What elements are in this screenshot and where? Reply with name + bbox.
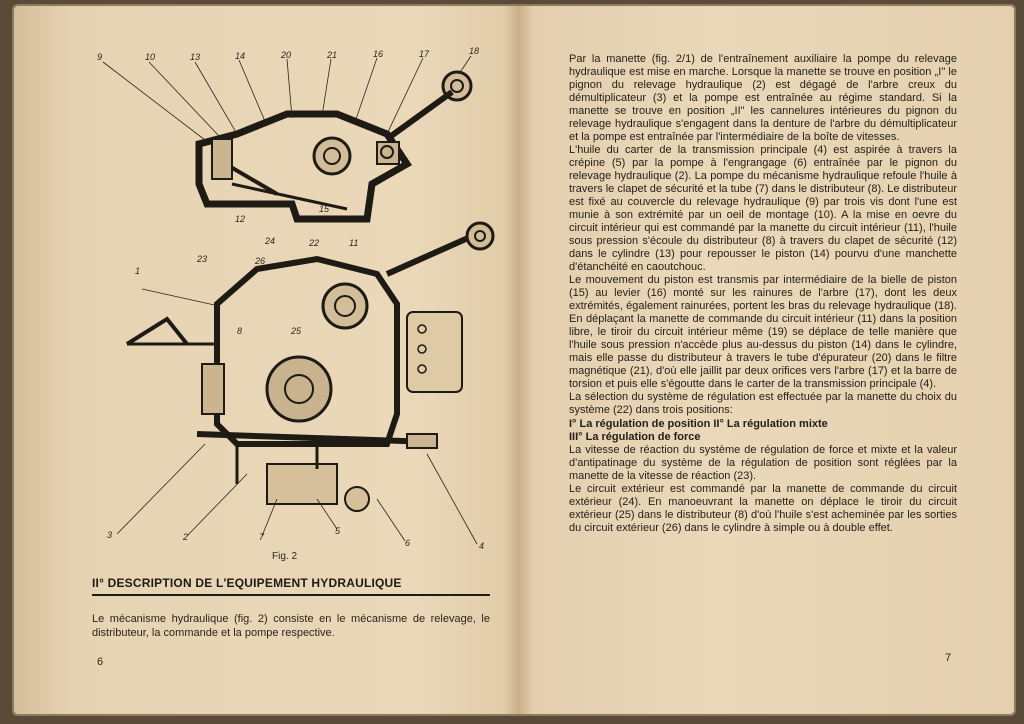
callout-8: 8 xyxy=(237,326,243,336)
page-number-right: 7 xyxy=(945,652,952,664)
page-number-left: 6 xyxy=(97,656,104,668)
callout-7: 7 xyxy=(259,532,265,542)
book-spread xyxy=(12,4,1016,716)
paragraph: Le mouvement du piston est transmis par intermédiaire de la bielle de piston (15) au levier (16) monté sur les rainures de l'arbre (17), dont les deux extrémités, également rainurées, portent les bras du relevage hydraulique (18). En déplaçant la manette de commande du circuit intérieur (11) dans la position libre, le tiroir du circuit intérieur même (19) se déplace de telle manière que l'huile sous pression n'accède plus au-dessus du piston (14) dans le cylindre, mais elle passe du distributeur à travers le tube d'épurateur (20) dans le filtre magnétique (21), d'où elle jaillit par deux orifices vers l'arbre (17) et la barre de torsion et puis elle s'égoutte dans le carter de la transmission principale (4). xyxy=(569,274,957,390)
mode-line: I° La régulation de position II° La régulation mixte xyxy=(569,418,828,430)
hydraulic-drawing xyxy=(87,44,507,554)
callout-1: 1 xyxy=(135,266,141,276)
callout-13: 13 xyxy=(190,52,201,62)
callout-4: 4 xyxy=(479,541,485,551)
paragraph: Le circuit extérieur est commandé par la manette de commande du circuit extérieur (24). En manoeuvrant la manette on déplace le tiroir du circuit extérieur (25) dans le distributeur (8) d'où l'huile s'est acheminée par les sorties du circuit extérieur (26) dans le cylindre à simple ou à double effet. xyxy=(569,483,957,534)
paragraph: L'huile du carter de la transmission principale (4) est aspirée à travers la crépine (5) par la pompe à l'engrangage (6) entraînée par le pignon du relevage hydraulique (2). La pompe du mécanisme hydraulique refoule l'huile à travers le clapet de sécurité et la tube (7) dans le distributeur (8). Le distributeur est fixé au couvercle du relevage hydraulique (9) par trois vis dont l'une est munie à son extrémité par un oeil de montage (10). A la mise en oevre du circuit intérieur qui est commandé par la manette du circuit intérieur (11), l'huile sous pression s'écoule du distributeur (8) à travers du clapet de sécurité (12) dans le cylindre (13) pour repousser le piston (14) pourvu d'une manchette d'étanchéité en caoutchouc. xyxy=(569,144,957,273)
callout-2: 2 xyxy=(183,532,189,542)
callout-22: 22 xyxy=(309,238,320,248)
callout-17: 17 xyxy=(419,49,430,59)
paragraph: La sélection du système de régulation est effectuée par la manette du choix du système (22) dans trois positions: xyxy=(569,391,957,416)
callout-10: 10 xyxy=(145,52,156,62)
callout-12: 12 xyxy=(235,214,246,224)
regulation-modes xyxy=(569,418,957,444)
callout-26: 26 xyxy=(255,256,266,266)
callout-21: 21 xyxy=(327,50,338,60)
callout-16: 16 xyxy=(373,49,384,59)
mode-line: III° La régulation de force xyxy=(569,431,701,443)
callout-20: 20 xyxy=(281,50,292,60)
callout-11: 11 xyxy=(349,238,359,248)
callout-25: 25 xyxy=(291,326,302,336)
callout-5: 5 xyxy=(335,526,341,536)
figure-caption: Fig. 2 xyxy=(272,551,298,562)
paragraph: Par la manette (fig. 2/1) de l'entraînement auxiliaire la pompe du relevage hydraulique est mise en marche. Lorsque la manette se trouve en position „I" le pignon du relevage hydraulique (2) est dégagé de l'arbre creux du démultiplicateur (3) et la pompe est entraînée au régime standard. Si la manette se trouve en position „II" les cannelures intérieures du pignon du relevage hydraulique s'engagent dans la denture de l'arbre du démultiplicateur et la pompe est entraînée par l'intermédiaire de la boîte de vitesses. xyxy=(569,53,957,143)
right-page xyxy=(517,4,1016,716)
left-page xyxy=(12,4,517,716)
callout-15: 15 xyxy=(319,204,330,214)
hydraulic-figure xyxy=(87,44,507,554)
section-title: II° DESCRIPTION DE L'EQUIPEMENT HYDRAULIQUE xyxy=(92,576,490,596)
intro-paragraph: Le mécanisme hydraulique (fig. 2) consiste en le mécanisme de relevage, le distributeur, la commande et la pompe respective. xyxy=(92,613,490,639)
callout-23: 23 xyxy=(197,254,208,264)
callout-24: 24 xyxy=(265,236,276,246)
upper-assembly xyxy=(199,72,471,219)
callout-6: 6 xyxy=(405,538,411,548)
callout-18: 18 xyxy=(469,46,480,56)
callout-9: 9 xyxy=(97,52,103,62)
body-text xyxy=(569,53,957,535)
callout-14: 14 xyxy=(235,51,246,61)
paragraph: La vitesse de réaction du système de régulation de force et mixte et la valeur d'antipatinage du système de la régulation de position sont réglées par la manette de la vitesse de réaction (23). xyxy=(569,444,957,482)
callout-3: 3 xyxy=(107,530,113,540)
